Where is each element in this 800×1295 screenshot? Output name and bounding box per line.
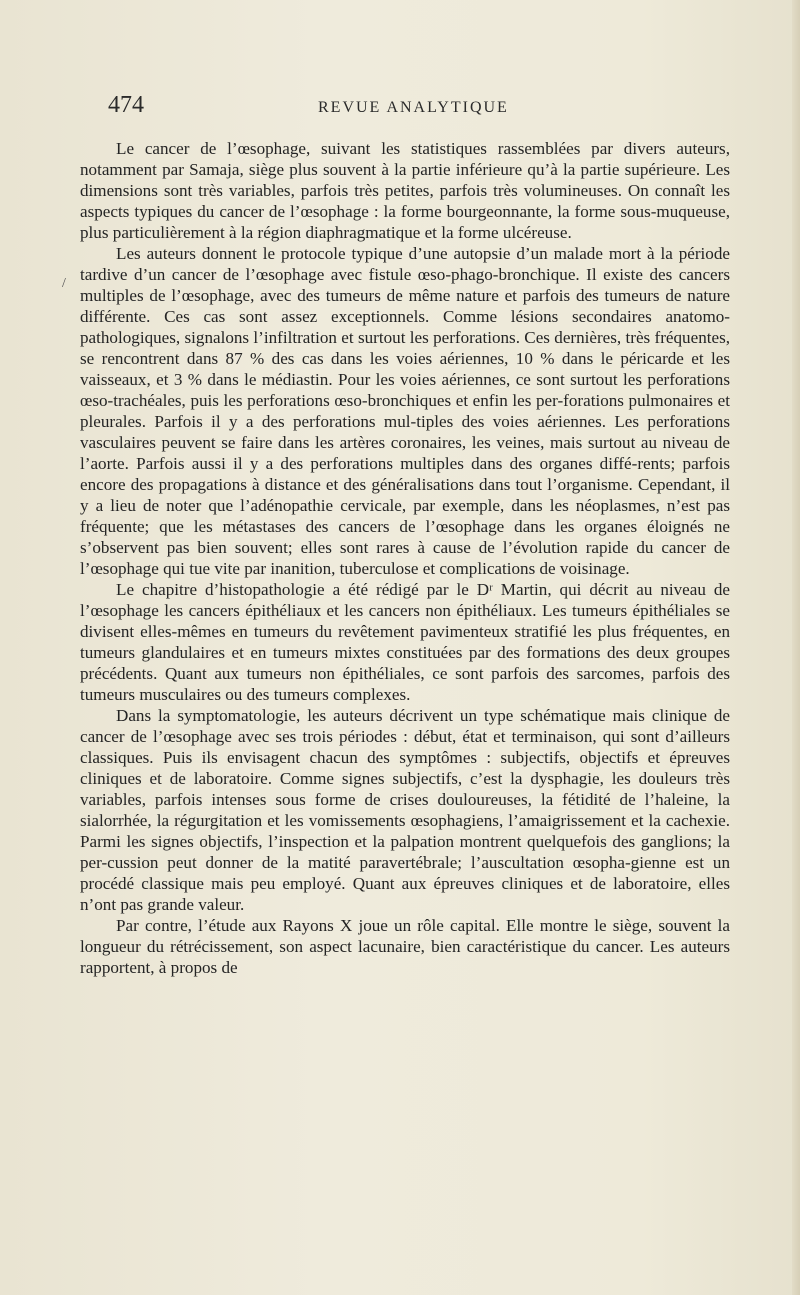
paragraph: Le chapitre d’histopathologie a été rédigé par le Dʳ Martin, qui décrit au niveau de l’œsophage les cancers épithéliaux et les cancers non épithéliaux. Les tumeurs épithéliales se divisent elles-mêmes en tumeurs du revêtement pavimenteux stratifié les plus fréquentes, en tumeurs glandulaires et en tumeurs mixtes constituées par des formations des deux groupes précédents. Quant aux tumeurs non épithéliales, ce sont parfois des sarcomes, parfois des tumeurs musculaires ou des tumeurs complexes.: [80, 580, 730, 704]
page-header: [108, 92, 738, 128]
running-title: REVUE ANALYTIQUE: [318, 99, 509, 116]
margin-mark: /: [62, 276, 66, 291]
page-edge: [792, 0, 800, 1295]
paragraph: Par contre, l’étude aux Rayons X joue un rôle capital. Elle montre le siège, souvent la longueur du rétrécissement, son aspect lacunaire, bien caractéristique du cancer. Les auteurs rapportent, à propos de: [80, 916, 730, 977]
paragraph: Le cancer de l’œsophage, suivant les statistiques rassemblées par divers auteurs, notamment par Samaja, siège plus souvent à la partie inférieure qu’à la partie supérieure. Les dimensions sont très variables, parfois très petites, parfois très volumineuses. On connaît les aspects typiques du cancer de l’œsophage : la forme bourgeonnante, la forme sous-muqueuse, plus particulièrement à la région diaphragmatique et la forme ulcéreuse.: [80, 139, 730, 242]
page-number: 474: [108, 92, 144, 118]
paragraph: Dans la symptomatologie, les auteurs décrivent un type schématique mais clinique de cancer de l’œsophage avec ses trois périodes : début, état et terminaison, qui sont d’ailleurs classiques. Puis ils envisagent chacun des symptômes : subjectifs, objectifs et épreuves cliniques et de laboratoire. Comme signes subjectifs, c’est la dysphagie, les douleurs très variables, parfois intenses sous forme de crises douloureuses, la fétidité de l’haleine, la sialorrhée, la régurgitation et les vomissements œsophagiens, l’amaigrissement et la cachexie. Parmi les signes objectifs, l’inspection et la palpation montrent quelquefois des ganglions; la per-cussion peut donner de la matité paravertébrale; l’auscultation œsopha-gienne est un procédé classique mais peu employé. Quant aux épreuves cliniques et de laboratoire, elles n’ont pas grande valeur.: [80, 706, 730, 914]
paragraph: Les auteurs donnent le protocole typique d’une autopsie d’un malade mort à la période tardive d’un cancer de l’œsophage avec fistule œso-phago-bronchique. Il existe des cancers multiples de l’œsophage, avec des tumeurs de même nature et parfois des tumeurs de nature différente. Ces cas sont assez exceptionnels. Comme lésions secondaires anatomo-pathologiques, signalons l’infiltration et surtout les perforations. Ces dernières, très fréquentes, se rencontrent dans 87 % des cas dans les voies aériennes, 10 % dans le péricarde et les vaisseaux, et 3 % dans le médiastin. Pour les voies aériennes, ce sont surtout les perforations œso-trachéales, puis les perforations œso-bronchiques et enfin les per-forations pulmonaires et pleurales. Parfois il y a des perforations mul-tiples des voies aériennes. Les perforations vasculaires peuvent se faire dans les artères coronaires, les veines, mais surtout au niveau de l’aorte. Parfois aussi il y a des perforations multiples dans des organes diffé-rents; parfois encore des propagations à distance et des généralisations dans tout l’organisme. Cependant, il y a lieu de noter que l’adénopathie cervicale, par exemple, dans les néoplasmes, n’est pas fréquente; que les métastases des cancers de l’œsophage dans les organes éloignés ne s’observent pas bien souvent; elles sont rares à cause de l’évolution rapide du cancer de l’œsophage qui tue vite par inanition, tuberculose et complications de voisinage.: [80, 244, 730, 578]
body-text: [80, 138, 730, 978]
